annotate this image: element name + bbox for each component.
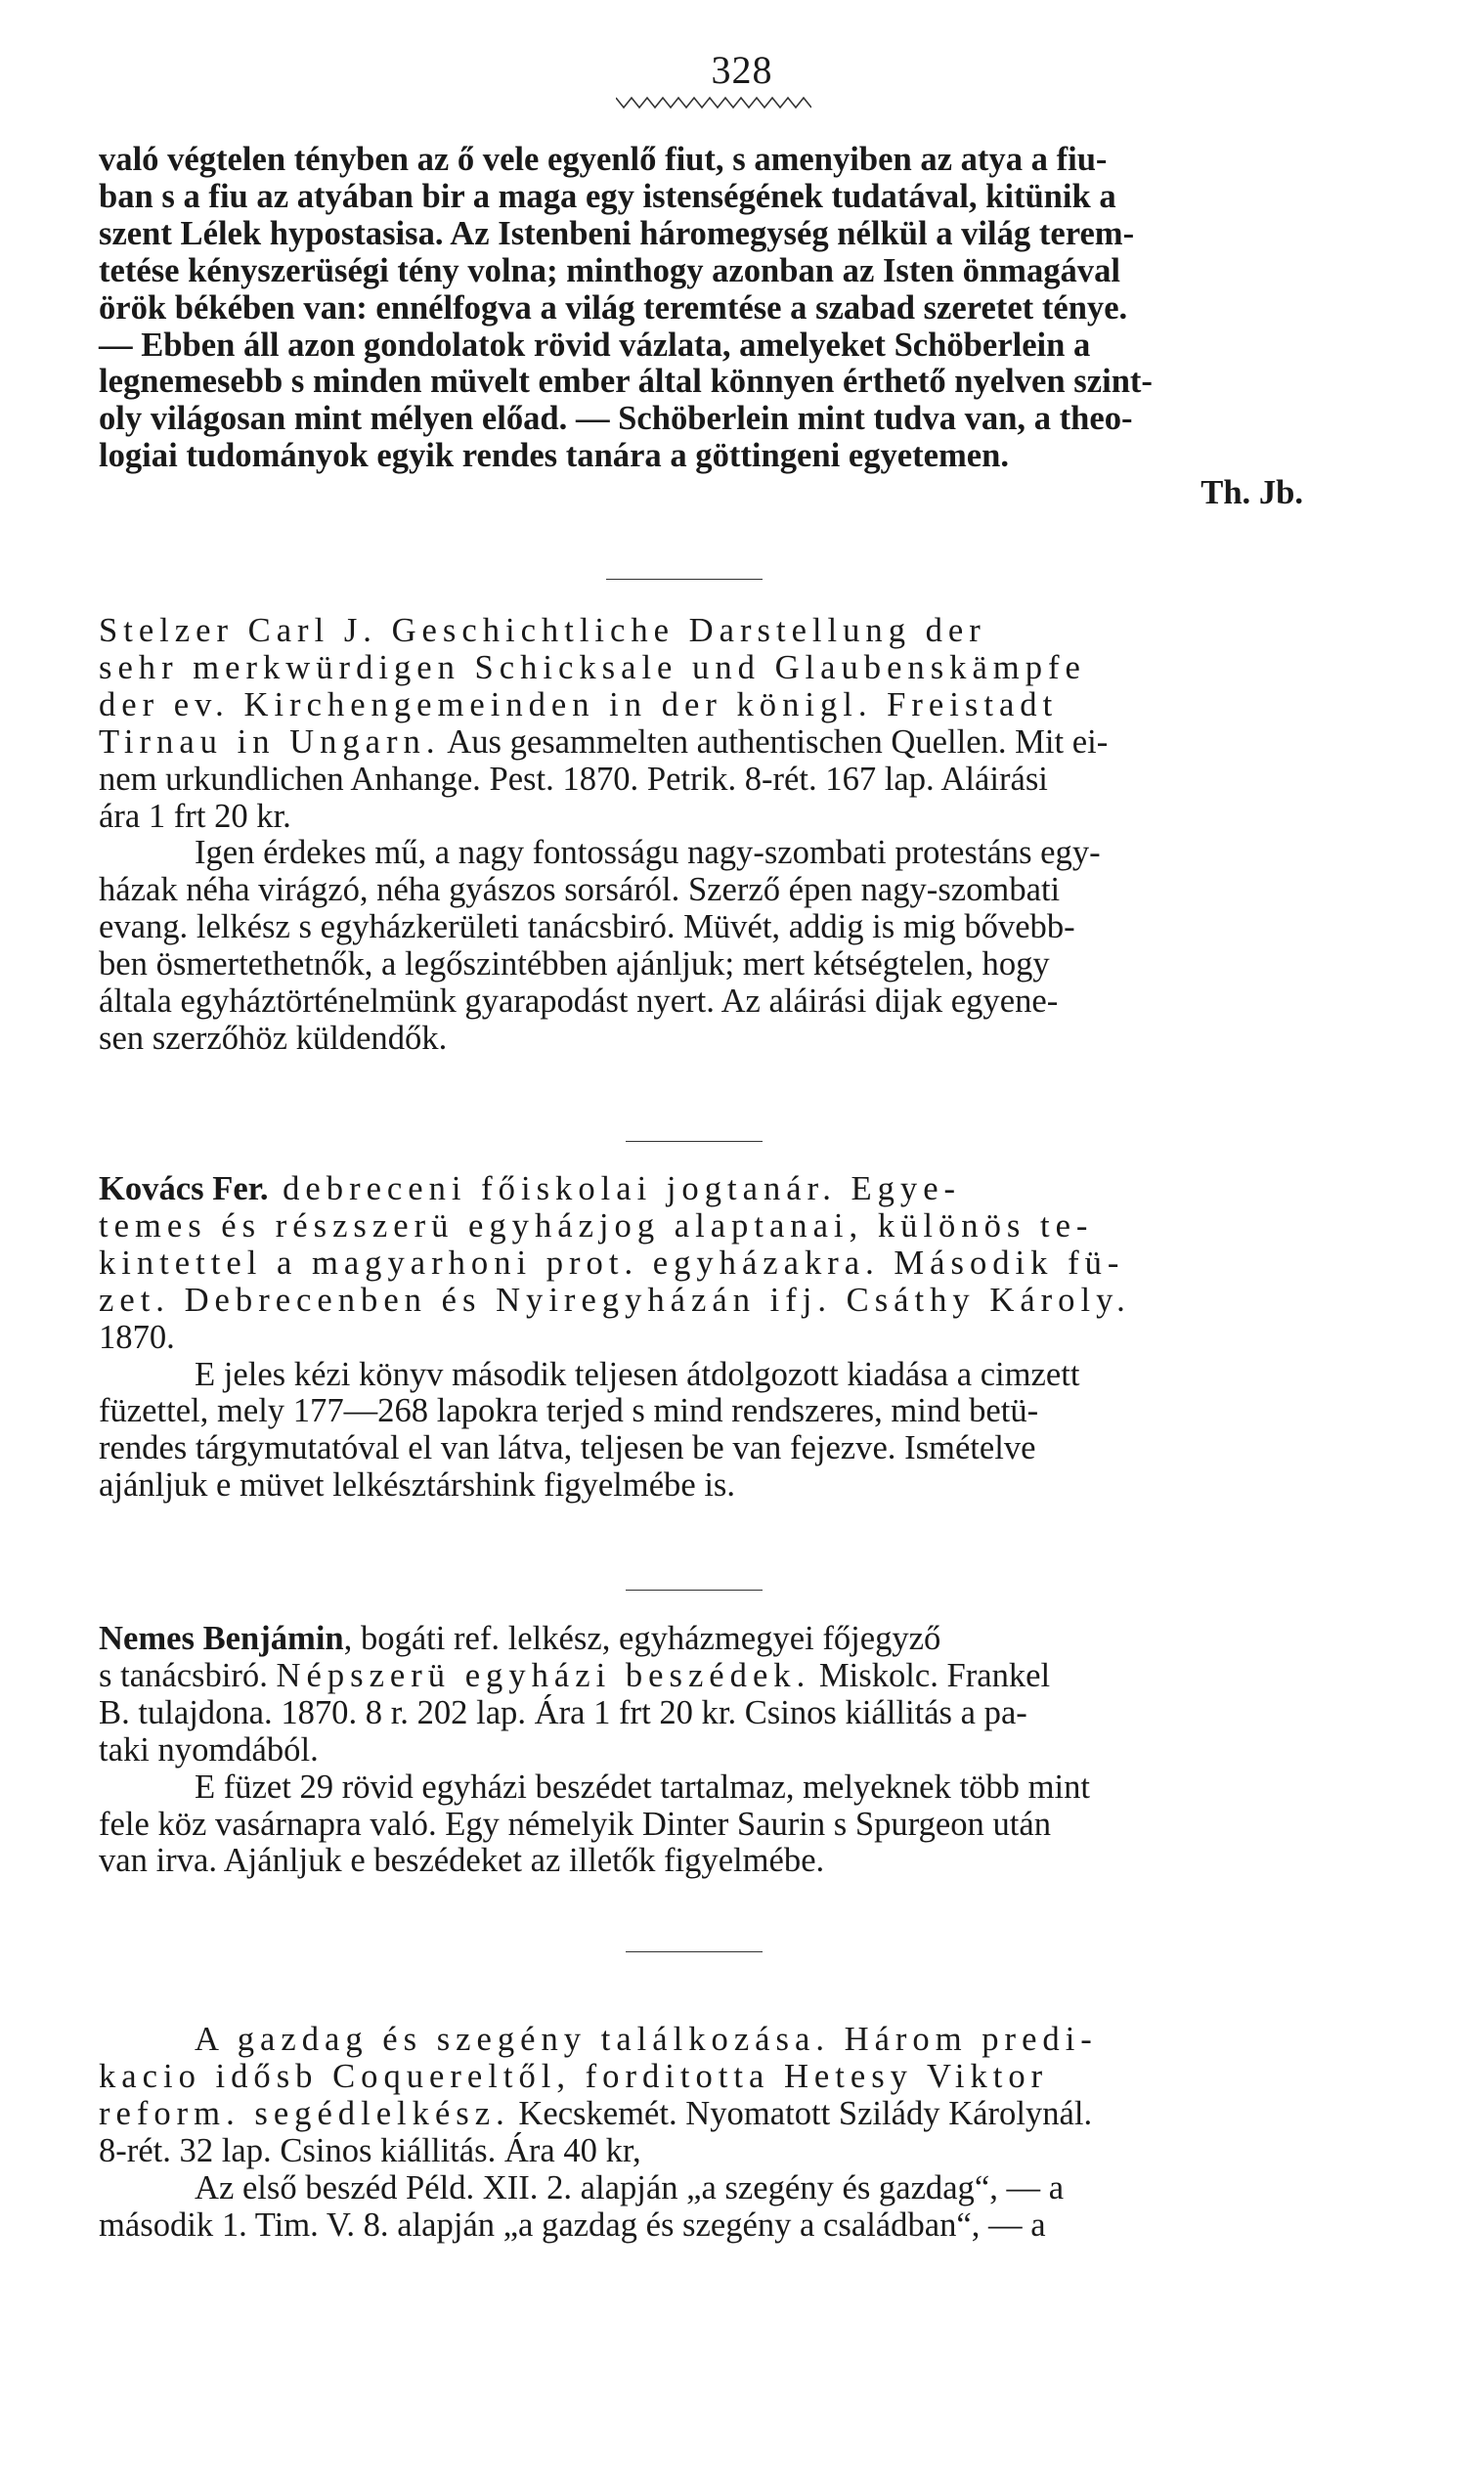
page-number-ornament [616,94,811,111]
text-line: ben ösmertethetnők, a legőszintébben ajánljuk; mert kétségtelen, hogy [99,945,1050,983]
text-line: ban s a fiu az atyában bir a maga egy istenségének tudatával, kitünik a [99,177,1116,215]
text-line: E füzet 29 rövid egyházi beszédet tartalmaz, melyeknek több mint [195,1768,1090,1806]
book-title-line [99,2096,1370,2133]
review-schoberlein [99,142,1370,512]
review-gazdag-szegeny [99,2022,1370,2244]
text-line: való végtelen tényben az ő vele egyenlő fiut, s amenyiben az atya a fiu- [99,141,1108,178]
book-title-line: temes és részszerü egyházjog alaptanai, különös te- [99,1206,1094,1245]
author-title: , bogáti ref. lelkész, egyházmegyei főjegyző [343,1620,941,1657]
book-title-line: Stelzer Carl J. Geschichtliche Darstellung der [99,612,986,649]
book-title-fragment: Tirnau in Ungarn. [99,722,441,761]
author-title: s tanácsbiró. [99,1656,277,1694]
book-title-line: kacio idősb Coquereltől, forditotta Hetesy Viktor [99,2057,1049,2095]
review-stelzer [99,613,1370,1058]
text-line: sen szerzőhöz küldendők. [99,1019,448,1057]
book-title-line [99,724,1370,762]
section-divider [626,1590,763,1591]
book-title-line: der ev. Kirchengemeinden in der königl. Freistadt [99,685,1059,723]
text-line: legnemesebb s minden müvelt ember által könnyen érthető nyelven szint- [99,363,1153,401]
book-title-line: zet. Debrecenben és Nyiregyházán ifj. Csáthy Károly. [99,1281,1131,1319]
text-line: — Ebben áll azon gondolatok rövid vázlata, amelyeket Schöberlein a [99,326,1091,364]
text-line: van irva. Ajánljuk e beszédeket az illetők figyelmébe. [99,1842,825,1880]
biblio-line: nem urkundlichen Anhange. Pest. 1870. Petrik. 8-rét. 167 lap. Aláirási [99,760,1048,798]
text-line: oly világosan mint mélyen előad. — Schöberlein mint tudva van, a theo- [99,400,1133,438]
biblio-line: 1870. [99,1318,175,1356]
book-title-line: A gazdag és szegény találkozása. Három predi- [195,2021,1098,2058]
section-divider [626,1141,763,1142]
text-line: ajánljuk e müvet lelkésztárshink figyelmébe is. [99,1466,736,1505]
page-number: 328 [711,48,773,92]
text-line: általa egyháztörténelmünk gyarapodást nyert. Az aláirási dijak egyene- [99,983,1059,1021]
book-title-fragment: reform. segédlelkész. [99,2094,510,2132]
text-line: tetése kényszerüségi tény volna; minthogy azonban az Isten önmagával [99,251,1120,289]
book-biblio-fragment: Aus gesammelten authentischen Quellen. Mit ei- [440,722,1109,761]
text-line: logiai tudományok egyik rendes tanára a göttingeni egyetemen. [99,437,1010,475]
section-divider [606,579,763,580]
text-line: házak néha virágzó, néha gyászos sorsáról. Szerző épen nagy-szombati [99,871,1061,909]
biblio-line: taki nyomdából. [99,1730,319,1769]
biblio-line: B. tulajdona. 1870. 8 r. 202 lap. Ára 1 frt 20 kr. Csinos kiállitás a pa- [99,1693,1027,1731]
book-title-fragment: debreceni főiskolai jogtanár. Egye- [268,1170,962,1207]
section-divider [626,1951,763,1952]
reviewer-signature: Th. Jb. [1200,474,1303,512]
author-name: Nemes Benjámin [99,1620,344,1657]
text-line: evang. lelkész s egyházkerületi tanácsbiró. Müvét, addig is mig bővebb- [99,908,1075,946]
book-title-line [99,1621,1370,1658]
text-line: második 1. Tim. V. 8. alapján „a gazdag és szegény a családban“, — a [99,2206,1046,2244]
book-biblio-fragment: Miskolc. Frankel [810,1656,1051,1694]
book-title-line [99,1658,1370,1695]
book-title-line: kintettel a magyarhoni prot. egyházakra. Második fü- [99,1244,1125,1282]
biblio-line: 8-rét. 32 lap. Csinos kiállitás. Ára 40 kr, [99,2131,641,2169]
text-line: füzettel, mely 177—268 lapokra terjed s mind rendszeres, mind betü- [99,1392,1039,1430]
biblio-line: ára 1 frt 20 kr. [99,797,291,835]
text-line: örök békében van: ennélfogva a világ teremtése a szabad szeretet ténye. [99,288,1128,327]
book-title-fragment: Népszerü egyházi beszédek. [276,1656,811,1694]
author-name: Kovács Fer. [99,1170,269,1207]
text-line: Az első beszéd Péld. XII. 2. alapján „a szegény és gazdag“, — a [195,2168,1065,2206]
text-line: Igen érdekes mű, a nagy fontosságu nagy-szombati protestáns egy- [195,834,1101,872]
text-line: rendes tárgymutatóval el van látva, teljesen be van fejezve. Ismételve [99,1429,1036,1467]
review-kovacs [99,1171,1370,1505]
text-line: E jeles kézi könyv második teljesen átdolgozott kiadása a cimzett [195,1355,1080,1393]
text-line: szent Lélek hypostasisa. Az Istenbeni háromegység nélkül a világ terem- [99,214,1135,252]
book-biblio-fragment: Kecskemét. Nyomatott Szilády Károlynál. [509,2094,1093,2132]
review-nemes [99,1621,1370,1880]
book-title-line [99,1171,1370,1208]
text-line: fele köz vasárnapra való. Egy némelyik Dinter Saurin s Spurgeon után [99,1805,1051,1843]
book-title-line: sehr merkwürdigen Schicksale und Glaubenskämpfe [99,648,1086,686]
